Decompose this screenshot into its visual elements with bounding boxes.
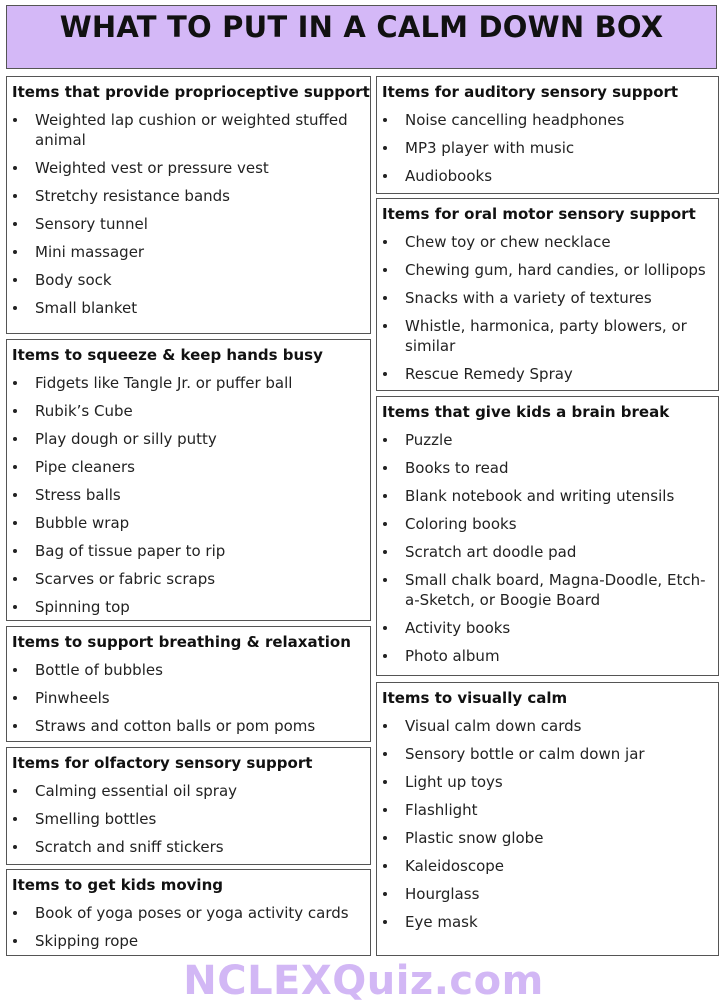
list-item: Scratch and sniff stickers (7, 837, 370, 857)
list-item: Hourglass (377, 884, 718, 904)
list-item: Small chalk board, Magna-Doodle, Etch-a-Sketch, or Boogie Board (377, 570, 718, 610)
list-item: Fidgets like Tangle Jr. or puffer ball (7, 373, 370, 393)
list-item: Straws and cotton balls or pom poms (7, 716, 370, 736)
list-item: Blank notebook and writing utensils (377, 486, 718, 506)
list-item: Puzzle (377, 430, 718, 450)
list-item: Snacks with a variety of textures (377, 288, 718, 308)
item-list (7, 110, 370, 318)
list-item: Stress balls (7, 485, 370, 505)
item-list (377, 110, 718, 186)
list-item: Sensory bottle or calm down jar (377, 744, 718, 764)
section-moving (6, 869, 371, 956)
section-brain-break (376, 396, 719, 676)
section-title: Items to visually calm (382, 689, 568, 707)
section-title: Items that give kids a brain break (382, 403, 670, 421)
list-item: Activity books (377, 618, 718, 638)
list-item: Bottle of bubbles (7, 660, 370, 680)
section-title: Items for oral motor sensory support (382, 205, 696, 223)
list-item: Skipping rope (7, 931, 370, 951)
list-item: Flashlight (377, 800, 718, 820)
list-item: Play dough or silly putty (7, 429, 370, 449)
list-item: Eye mask (377, 912, 718, 932)
list-item: Visual calm down cards (377, 716, 718, 736)
page-title: WHAT TO PUT IN A CALM DOWN BOX (59, 10, 664, 44)
list-item: Audiobooks (377, 166, 718, 186)
section-breathing (6, 626, 371, 742)
list-item: Calming essential oil spray (7, 781, 370, 801)
section-title: Items to squeeze & keep hands busy (12, 346, 323, 364)
list-item: Light up toys (377, 772, 718, 792)
header-banner (6, 5, 717, 69)
section-squeeze (6, 339, 371, 621)
section-auditory (376, 76, 719, 194)
item-list (377, 716, 718, 932)
list-item: Plastic snow globe (377, 828, 718, 848)
list-item: Sensory tunnel (7, 214, 370, 234)
item-list (7, 781, 370, 857)
item-list (7, 660, 370, 736)
list-item: Whistle, harmonica, party blowers, or similar (377, 316, 718, 356)
list-item: Book of yoga poses or yoga activity cards (7, 903, 370, 923)
item-list (377, 232, 718, 384)
section-visual (376, 682, 719, 956)
section-title: Items that provide proprioceptive support (12, 83, 370, 101)
section-olfactory (6, 747, 371, 865)
list-item: Bubble wrap (7, 513, 370, 533)
item-list (377, 430, 718, 666)
list-item: Small blanket (7, 298, 370, 318)
list-item: MP3 player with music (377, 138, 718, 158)
section-proprioceptive (6, 76, 371, 334)
section-title: Items to get kids moving (12, 876, 223, 894)
list-item: Weighted vest or pressure vest (7, 158, 370, 178)
footer-watermark: NCLEXQuiz.com (183, 958, 544, 1004)
list-item: Pipe cleaners (7, 457, 370, 477)
item-list (7, 903, 370, 951)
section-title: Items for olfactory sensory support (12, 754, 313, 772)
list-item: Pinwheels (7, 688, 370, 708)
list-item: Rescue Remedy Spray (377, 364, 718, 384)
list-item: Smelling bottles (7, 809, 370, 829)
list-item: Coloring books (377, 514, 718, 534)
list-item: Spinning top (7, 597, 370, 617)
list-item: Chew toy or chew necklace (377, 232, 718, 252)
list-item: Bag of tissue paper to rip (7, 541, 370, 561)
list-item: Rubik’s Cube (7, 401, 370, 421)
list-item: Stretchy resistance bands (7, 186, 370, 206)
list-item: Photo album (377, 646, 718, 666)
list-item: Scratch art doodle pad (377, 542, 718, 562)
list-item: Books to read (377, 458, 718, 478)
list-item: Body sock (7, 270, 370, 290)
item-list (7, 373, 370, 617)
list-item: Chewing gum, hard candies, or lollipops (377, 260, 718, 280)
section-oral (376, 198, 719, 391)
list-item: Noise cancelling headphones (377, 110, 718, 130)
section-title: Items to support breathing & relaxation (12, 633, 351, 651)
list-item: Weighted lap cushion or weighted stuffed animal (7, 110, 370, 150)
list-item: Kaleidoscope (377, 856, 718, 876)
list-item: Mini massager (7, 242, 370, 262)
section-title: Items for auditory sensory support (382, 83, 679, 101)
list-item: Scarves or fabric scraps (7, 569, 370, 589)
